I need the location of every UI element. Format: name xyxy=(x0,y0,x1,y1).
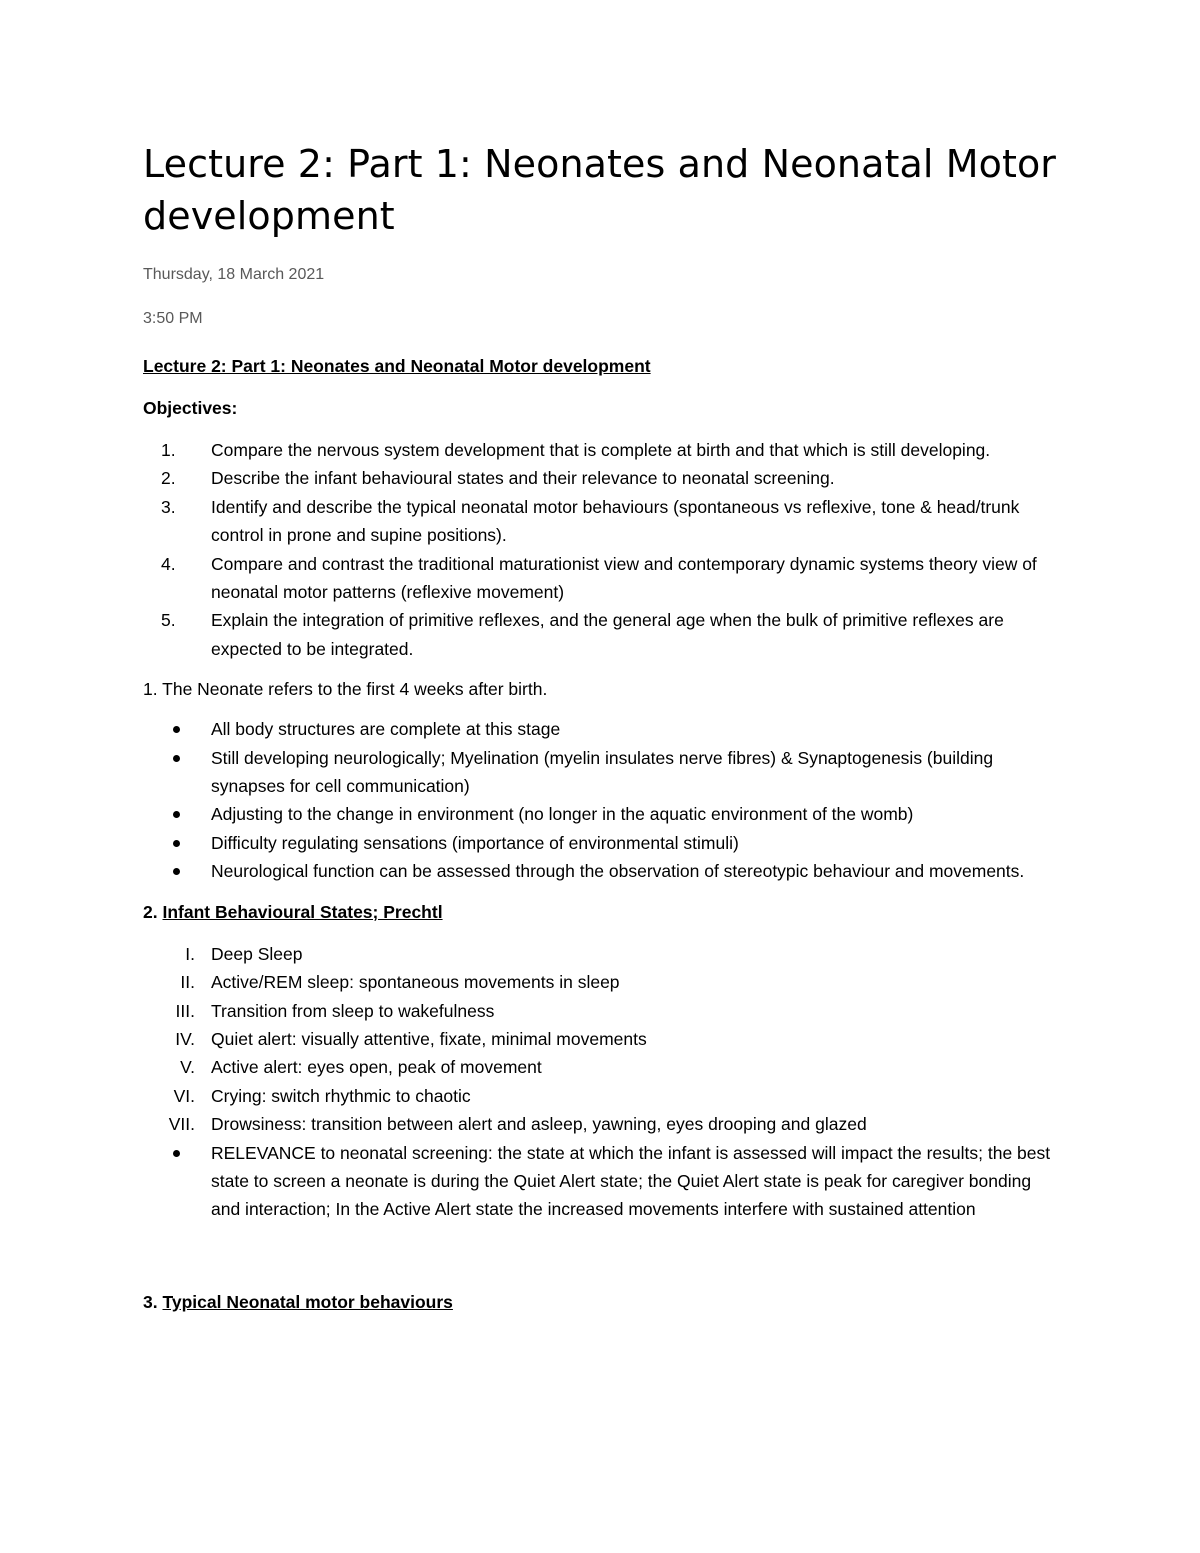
bullet-icon xyxy=(173,811,180,818)
bullet-icon xyxy=(173,755,180,762)
state-number: I. xyxy=(185,943,195,964)
state-number: V. xyxy=(180,1057,195,1078)
neonate-bullet-list xyxy=(143,715,1063,885)
bullet-icon xyxy=(173,840,180,847)
objective-number: 5. xyxy=(161,610,176,631)
state-text: Transition from sleep to wakefulness xyxy=(211,1000,495,1021)
state-item xyxy=(143,1110,1063,1138)
state-text: Active alert: eyes open, peak of movement xyxy=(211,1057,542,1078)
objective-number: 3. xyxy=(161,496,176,517)
relevance-item xyxy=(143,1139,1063,1224)
list-item xyxy=(143,829,1063,857)
state-item xyxy=(143,997,1063,1025)
section-3-title: Typical Neonatal motor behaviours xyxy=(162,1291,453,1312)
state-number: VI. xyxy=(173,1085,195,1106)
time-stamp: 3:50 PM xyxy=(143,310,203,327)
bullet-text: Neurological function can be assessed through the observation of stereotypic behaviour and movements. xyxy=(211,861,1025,882)
state-text: Quiet alert: visually attentive, fixate, minimal movements xyxy=(211,1028,647,1049)
section-2-title: Infant Behavioural States; Prechtl xyxy=(162,901,443,922)
page-title: Lecture 2: Part 1: Neonates and Neonatal Motor development xyxy=(143,142,1057,238)
behavioural-states-list xyxy=(143,940,1063,1224)
bullet-text: Adjusting to the change in environment (no longer in the aquatic environment of the womb) xyxy=(211,804,914,825)
state-item xyxy=(143,1053,1063,1081)
list-item xyxy=(143,857,1063,885)
objective-text: Describe the infant behavioural states and their relevance to neonatal screening. xyxy=(211,468,835,489)
state-text: Deep Sleep xyxy=(211,943,303,964)
state-number: III. xyxy=(175,1000,195,1021)
bullet-text: All body structures are complete at this stage xyxy=(211,719,561,740)
objective-item xyxy=(143,436,1063,464)
objectives-label: Objectives: xyxy=(143,398,238,418)
section-3-heading xyxy=(143,1288,1063,1316)
lecture-subheading: Lecture 2: Part 1: Neonates and Neonatal Motor development xyxy=(143,356,651,376)
objective-text: Compare and contrast the traditional maturationist view and contemporary dynamic systems theory view of neonatal motor patterns (reflexive movement) xyxy=(211,553,1037,603)
objective-item xyxy=(143,550,1063,607)
objective-number: 4. xyxy=(161,553,176,574)
state-item xyxy=(143,968,1063,996)
state-number: IV. xyxy=(175,1028,195,1049)
section-1-heading: 1. The Neonate refers to the first 4 weeks after birth. xyxy=(143,679,548,700)
list-item xyxy=(143,800,1063,828)
bullet-text: Still developing neurologically; Myelination (myelin insulates nerve fibres) & Synaptogenesis (building synapses for cell communication) xyxy=(211,747,994,797)
section-2-heading xyxy=(143,898,1063,926)
objective-item xyxy=(143,464,1063,492)
relevance-text: RELEVANCE to neonatal screening: the state at which the infant is assessed will impact the results; the best state to screen a neonate is during the Quiet Alert state; the Quiet Alert state is peak for caregiver bonding and interaction; In the Active Alert state the increased movements interfere with sustained attention xyxy=(211,1142,1051,1220)
objective-text: Compare the nervous system development that is complete at birth and that which is still developing. xyxy=(211,440,991,460)
state-text: Crying: switch rhythmic to chaotic xyxy=(211,1085,471,1106)
state-item xyxy=(143,940,1063,968)
objectives-list xyxy=(143,436,1063,663)
state-item xyxy=(143,1082,1063,1110)
objective-item xyxy=(143,493,1063,550)
bullet-icon xyxy=(173,726,180,733)
document-page xyxy=(143,138,1063,1330)
state-text: Active/REM sleep: spontaneous movements in sleep xyxy=(211,972,620,993)
state-number: II. xyxy=(180,972,195,993)
bullet-icon xyxy=(173,868,180,875)
date-stamp: Thursday, 18 March 2021 xyxy=(143,266,325,283)
objective-number: 2. xyxy=(161,468,176,489)
state-number: VII. xyxy=(168,1114,195,1135)
section-2-number: 2. xyxy=(143,901,158,922)
objective-text: Explain the integration of primitive reflexes, and the general age when the bulk of primitive reflexes are expected to be integrated. xyxy=(211,610,1004,659)
objective-number: 1. xyxy=(161,440,176,460)
objective-item xyxy=(143,606,1063,663)
section-3-number: 3. xyxy=(143,1291,158,1312)
list-item xyxy=(143,744,1063,801)
bullet-icon xyxy=(173,1150,180,1157)
state-text: Drowsiness: transition between alert and asleep, yawning, eyes drooping and glazed xyxy=(211,1114,867,1135)
list-item xyxy=(143,715,1063,743)
state-item xyxy=(143,1025,1063,1053)
objective-text: Identify and describe the typical neonatal motor behaviours (spontaneous vs reflexive, tone & head/trunk control in prone and supine positions). xyxy=(211,496,1020,546)
bullet-text: Difficulty regulating sensations (importance of environmental stimuli) xyxy=(211,832,739,853)
